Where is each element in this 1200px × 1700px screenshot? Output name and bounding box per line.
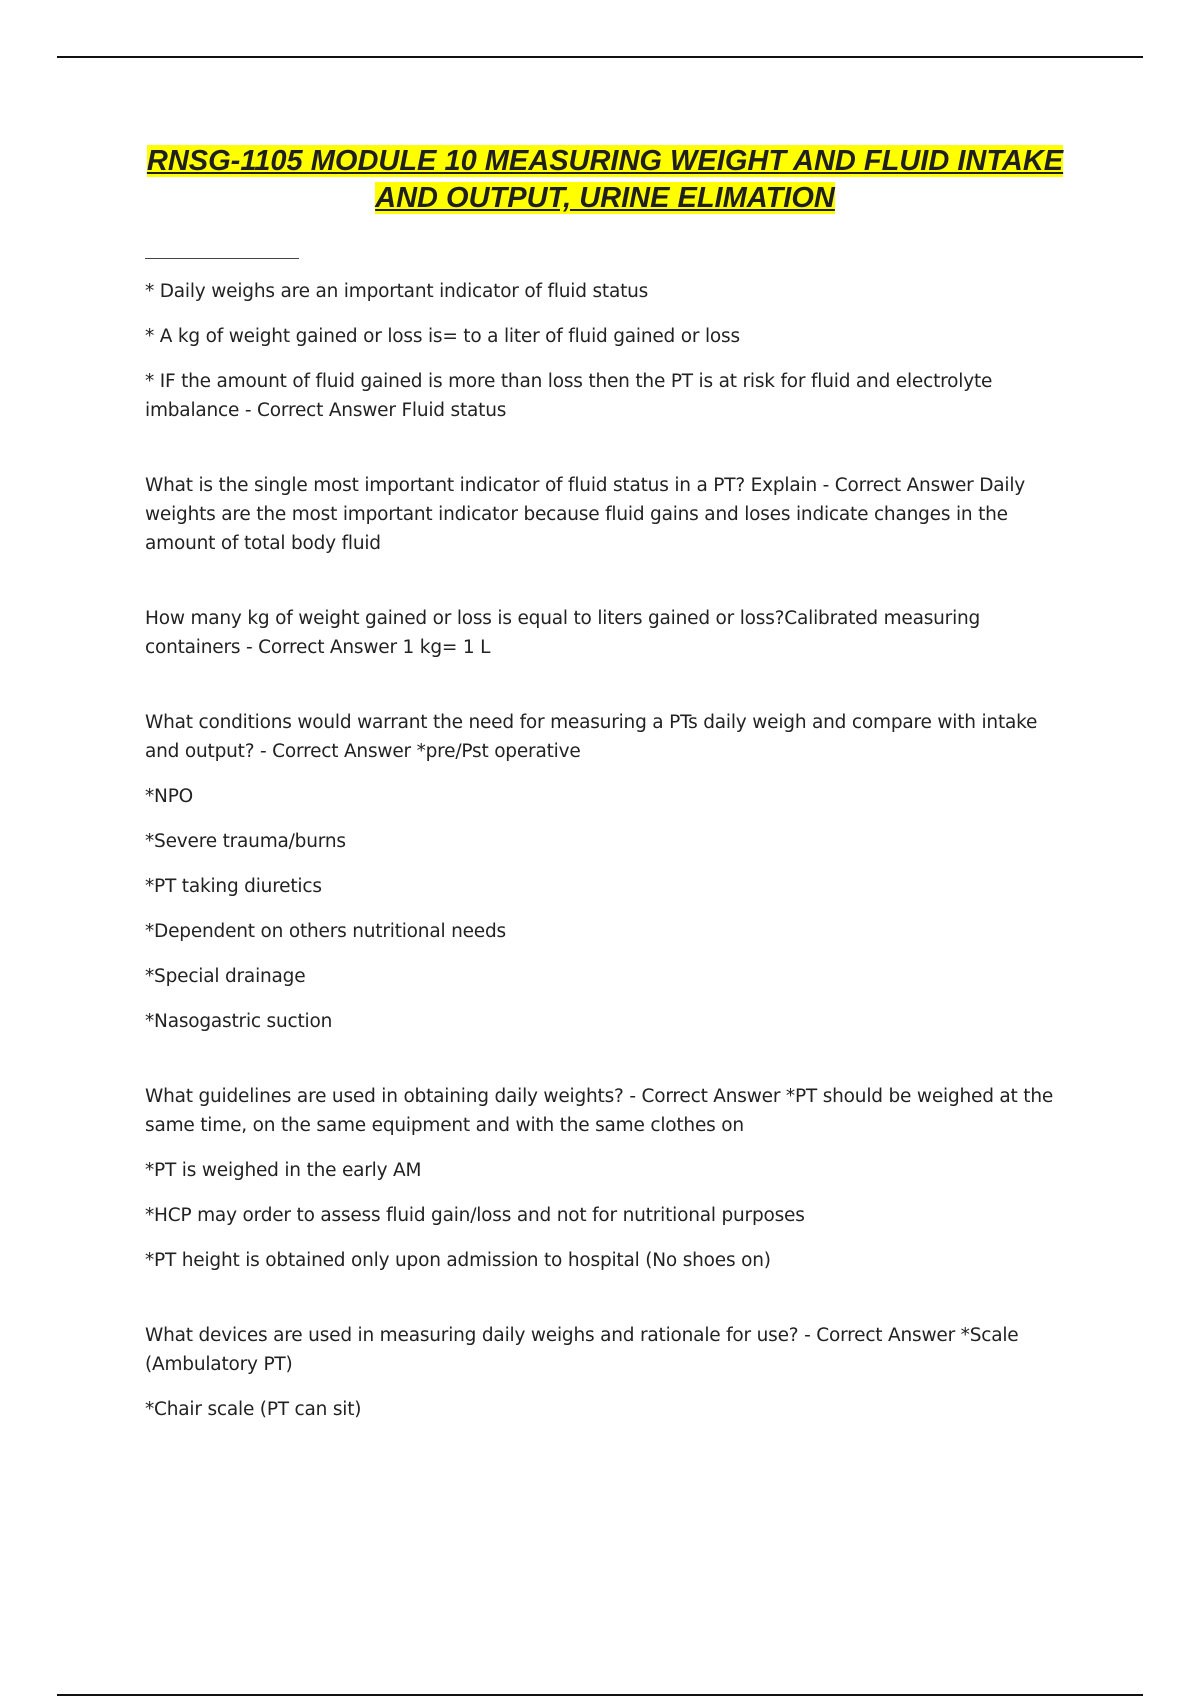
document-paragraph: What conditions would warrant the need for measuring a PTs daily weigh and compare with intake and output? - Correct Answer *pre/Pst operative bbox=[145, 712, 1038, 762]
document-paragraph: *Chair scale (PT can sit) bbox=[145, 1399, 362, 1420]
document-paragraph: *Severe trauma/burns bbox=[145, 831, 346, 852]
document-paragraph: *Dependent on others nutritional needs bbox=[145, 921, 506, 942]
document-paragraph: *PT height is obtained only upon admission to hospital (No shoes on) bbox=[145, 1250, 771, 1271]
document-paragraph: *HCP may order to assess fluid gain/loss and not for nutritional purposes bbox=[145, 1205, 805, 1226]
document-paragraph: *Special drainage bbox=[145, 966, 306, 987]
page-top-rule bbox=[57, 56, 1143, 58]
document-paragraph: * A kg of weight gained or loss is= to a liter of fluid gained or loss bbox=[145, 326, 740, 347]
document-paragraph: What guidelines are used in obtaining daily weights? - Correct Answer *PT should be weighed at the same time, on the same equipment and with the same clothes on bbox=[145, 1086, 1054, 1136]
document-title-text: RNSG-1105 MODULE 10 MEASURING WEIGHT AND FLUID INTAKE AND OUTPUT, URINE ELIMATION bbox=[146, 145, 1064, 214]
document-paragraph: *PT taking diuretics bbox=[145, 876, 322, 897]
document-body bbox=[145, 143, 1065, 1440]
document-paragraph: * IF the amount of fluid gained is more than loss then the PT is at risk for fluid and electrolyte imbalance - Correct Answer Fluid status bbox=[145, 371, 993, 421]
document-paragraph: *NPO bbox=[145, 786, 194, 807]
page-bottom-rule bbox=[57, 1694, 1143, 1696]
document-paragraph: How many kg of weight gained or loss is equal to liters gained or loss?Calibrated measuring containers - Correct Answer 1 kg= 1 L bbox=[145, 608, 981, 658]
document-paragraph: *PT is weighed in the early AM bbox=[145, 1160, 422, 1181]
document-paragraph: * Daily weighs are an important indicator of fluid status bbox=[145, 281, 649, 302]
document-content bbox=[145, 277, 1065, 1424]
document-paragraph: *Nasogastric suction bbox=[145, 1011, 333, 1032]
document-paragraph: What is the single most important indicator of fluid status in a PT? Explain - Correct Answer Daily weights are the most important indicator because fluid gains and loses indicate changes in the amount of total body fluid bbox=[145, 475, 1026, 554]
document-paragraph: What devices are used in measuring daily weighs and rationale for use? - Correct Answer *Scale (Ambulatory PT) bbox=[145, 1325, 1019, 1375]
document-title bbox=[145, 143, 1065, 217]
title-divider bbox=[145, 258, 299, 259]
